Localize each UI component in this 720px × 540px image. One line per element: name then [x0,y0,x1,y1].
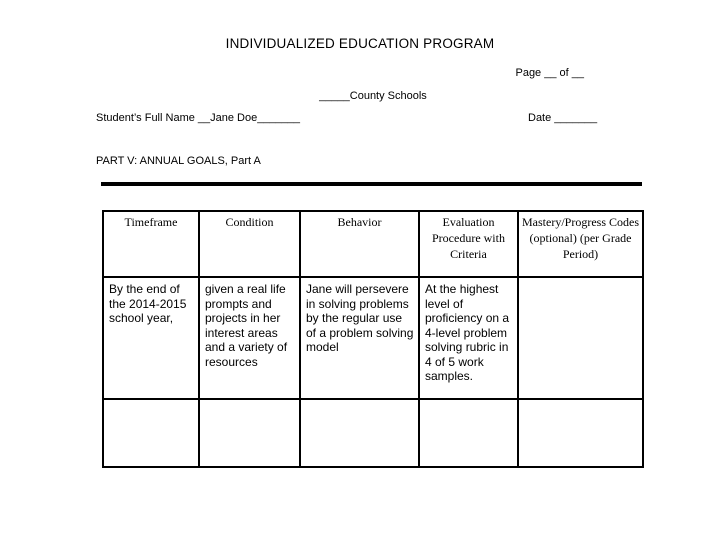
horizontal-rule [101,182,642,186]
section-heading: PART V: ANNUAL GOALS, Part A [96,155,261,167]
cell-behavior: Jane will persevere in solving problems by the regular use of a problem solving model [300,277,419,399]
header-evaluation-procedure: Evaluation Procedure with Criteria [419,211,518,277]
cell-behavior [300,399,419,467]
cell-evaluation-procedure [419,399,518,467]
cell-timeframe [103,399,199,467]
cell-condition: given a real life prompts and projects in her interest areas and a variety of resources [199,277,300,399]
cell-mastery-progress-codes [518,277,643,399]
header-mastery-progress-codes: Mastery/Progress Codes (optional) (per Grade Period) [518,211,643,277]
table-header-row [103,211,643,277]
header-behavior: Behavior [300,211,419,277]
student-name-line: Student’s Full Name __Jane Doe_______ [96,112,301,124]
header-condition: Condition [199,211,300,277]
cell-timeframe: By the end of the 2014-2015 school year, [103,277,199,399]
date-line: Date _______ [528,112,598,124]
cell-mastery-progress-codes [518,399,643,467]
table-row [103,399,643,467]
table-row [103,277,643,399]
annual-goals-table [102,210,644,468]
page-number-line: Page __ of __ [515,67,584,79]
document-title: INDIVIDUALIZED EDUCATION PROGRAM [225,36,495,51]
cell-condition [199,399,300,467]
cell-evaluation-procedure: At the highest level of proficiency on a 4-level problem solving rubric in 4 of 5 work samples. [419,277,518,399]
county-schools-line: _____County Schools [319,90,427,102]
header-timeframe: Timeframe [103,211,199,277]
